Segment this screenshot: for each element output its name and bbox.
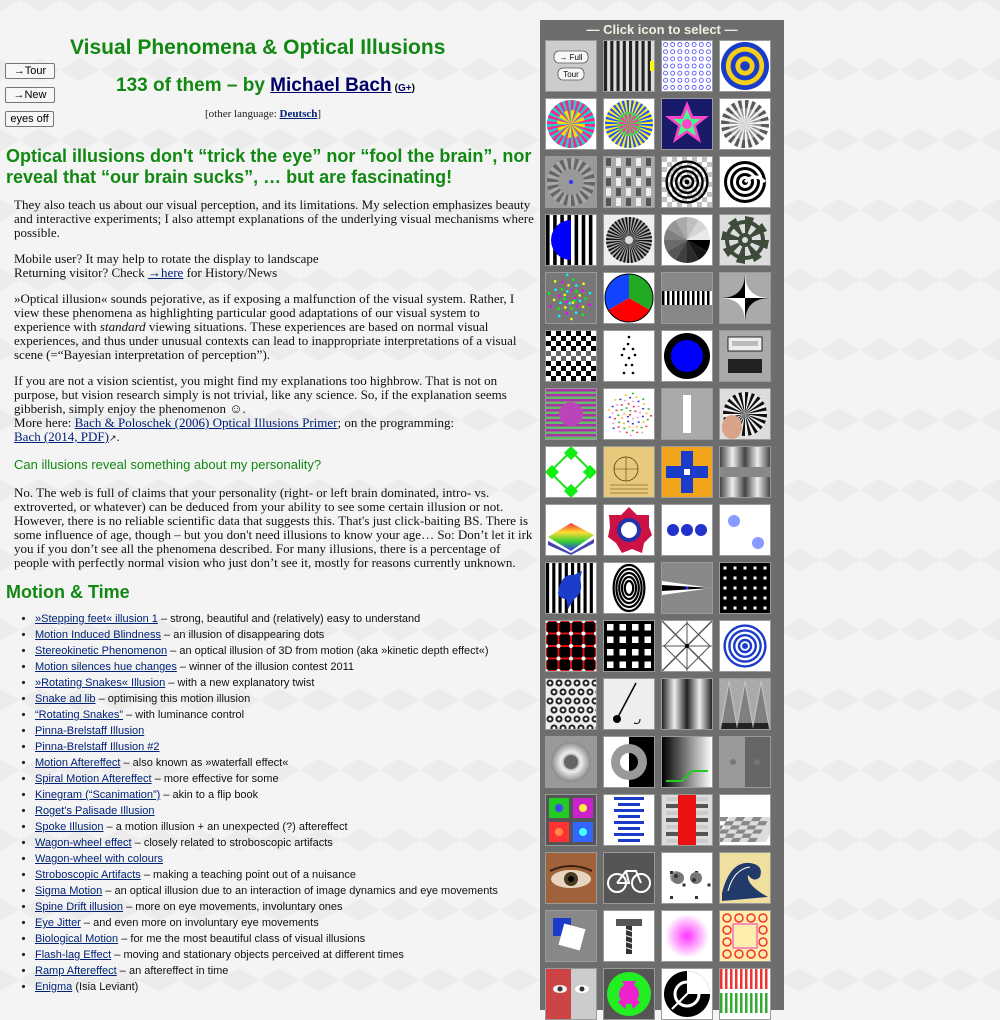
illusion-description: – closely related to stroboscopic artifacts [131, 837, 333, 849]
illusion-link[interactable]: Sigma Motion [35, 885, 103, 897]
personality-question: Can illusions reveal something about my personality? [14, 457, 322, 472]
magenta-circle-icon[interactable] [545, 388, 597, 440]
illusion-link[interactable]: Pinna-Brelstaff Illusion [35, 725, 145, 737]
gray-ring-icon[interactable] [545, 736, 597, 788]
page-title: Visual Phenomena & Optical Illusions [70, 36, 446, 59]
checker-plane-icon[interactable] [719, 794, 771, 846]
two-checker-dots-icon[interactable] [661, 852, 713, 904]
other-language [205, 108, 321, 120]
triangles-icon[interactable] [719, 678, 771, 730]
half-ring-icon[interactable] [603, 736, 655, 788]
illusion-link[interactable]: Motion silences hue changes [35, 661, 177, 673]
cylinder-icon[interactable] [661, 678, 713, 730]
illusion-description: – making a teaching point out of a nuisance [140, 869, 357, 881]
p4-text: If you are not a vision scientist, you might find my explanations too highbrow. That is not on purpose, but vision research simply is not trivial, like any science. So, if the explanation seems gibberish, simply enjoy the phenomenon ☺. [14, 373, 507, 416]
pendulum-icon[interactable] [603, 678, 655, 730]
list-item [35, 739, 538, 755]
blue-cross-icon[interactable] [661, 446, 713, 498]
illusion-description: – an aftereffect in time [116, 965, 229, 977]
illusion-link[interactable]: Snake ad lib [35, 693, 96, 705]
list-item [35, 947, 538, 963]
illusion-description: – strong, beautiful and (relatively) easy to understand [157, 613, 421, 625]
intro-paragraph-3 [14, 292, 538, 362]
list-item [35, 675, 538, 691]
list-item [35, 771, 538, 787]
illusion-link[interactable]: Wagon-wheel effect [35, 837, 132, 849]
list-item [35, 867, 538, 883]
illusion-link[interactable]: Wagon-wheel with colours [35, 853, 163, 865]
section-motion-heading: Motion & Time [6, 582, 130, 602]
illusion-link[interactable]: Spine Drift illusion [35, 901, 124, 913]
illusion-link[interactable]: Roget's Palisade Illusion [35, 805, 155, 817]
list-item [35, 787, 538, 803]
list-item [35, 611, 538, 627]
tour-button[interactable]: →Tour [5, 63, 55, 79]
illusion-link[interactable]: Spoke Illusion [35, 821, 104, 833]
two-gray-dots-icon[interactable] [719, 736, 771, 788]
illusion-link[interactable]: Pinna-Brelstaff Illusion #2 [35, 741, 160, 753]
dot-swirl-icon[interactable] [545, 272, 597, 324]
p3-emphasis: standard [99, 319, 146, 334]
mobile-note: Mobile user? It may help to rotate the display to landscape [14, 251, 319, 266]
hex-dots-icon[interactable] [545, 678, 597, 730]
personality-answer-block [14, 486, 538, 570]
gplus-link[interactable]: G+ [397, 83, 412, 94]
black-grid-icon[interactable] [719, 562, 771, 614]
full-tour-icon[interactable] [545, 40, 597, 92]
blue-semicircle-icon[interactable] [545, 214, 597, 266]
intro-text [14, 198, 538, 445]
full-label: → Full [559, 53, 583, 62]
primer-link[interactable]: Bach & Poloschek (2006) Optical Illusions Primer [74, 415, 338, 430]
list-item [35, 723, 538, 739]
stripe-bar-icon[interactable] [661, 272, 713, 324]
intro-paragraph-1: They also teach us about our visual perception, and its limitations. My selection emphasizes beauty and interactive experiments; I also attempt explanations of the underlying visual mechanisms where possible. [14, 197, 534, 240]
arcs-corner-icon[interactable] [719, 272, 771, 324]
subtitle-prefix: 133 of them – by [116, 75, 271, 96]
illusion-link[interactable]: Spiral Motion Aftereffect [35, 773, 152, 785]
history-link[interactable]: →here [147, 265, 184, 280]
gplus-badge [395, 83, 415, 94]
illusion-link[interactable]: Motion Aftereffect [35, 757, 121, 769]
tour-label: Tour [563, 70, 579, 79]
new-button[interactable]: →New [5, 87, 55, 103]
gray-fan-icon[interactable] [661, 214, 713, 266]
face-half-icon[interactable] [545, 968, 597, 1020]
illusion-description: – moving and stationary objects perceived at different times [111, 949, 404, 961]
illusion-description: – akin to a flip book [160, 789, 259, 801]
illusion-description: – an illusion of disappearing dots [160, 629, 325, 641]
list-item [35, 627, 538, 643]
icon-panel [540, 20, 784, 1010]
more-prefix: More here: [14, 415, 75, 430]
list-item [35, 835, 538, 851]
illusion-link[interactable]: »Rotating Snakes« Illusion [35, 677, 166, 689]
red-bars-icon[interactable] [661, 794, 713, 846]
other-language-suffix: ] [317, 108, 322, 120]
list-item [35, 851, 538, 867]
ramp-icon[interactable] [661, 736, 713, 788]
motion-illusion-list [6, 611, 538, 995]
list-item [35, 691, 538, 707]
bird-stripes-icon[interactable] [545, 562, 597, 614]
illusion-link[interactable]: Ramp Aftereffect [35, 965, 117, 977]
pie-rgb-icon[interactable] [603, 272, 655, 324]
wave-print-icon[interactable] [719, 852, 771, 904]
illusion-link[interactable]: Stereokinetic Phenomenon [35, 645, 168, 657]
blue-lines-icon[interactable] [603, 794, 655, 846]
illusion-description: – winner of the illusion contest 2011 [176, 661, 355, 673]
returning-suffix: for History/News [183, 265, 278, 280]
diagonal-grid-icon[interactable] [661, 620, 713, 672]
illusion-link[interactable]: Motion Induced Blindness [35, 629, 161, 641]
illusion-description: – an optical illusion of 3D from motion (aka »kinetic depth effect«) [167, 645, 489, 657]
list-item [35, 899, 538, 915]
personality-answer: No. The web is full of claims that your personality (right- or left brain dominated, intro- vs. extroverted, or whatever) can be deduced from your ability to see some certain illusion or not. However, there is no reliable scientific data that suggests this. That's just click-baiting BS. There is some influence of age, though – but you don't need illusions to know your age… So: Don’t let it irk you if you don’t see all the phenomena described. For many illusions, there is a percentage of people with perfectly normal vision who just don’t see it, mostly for reasons currently unknown. [14, 485, 533, 570]
illusion-link[interactable]: Eye Jitter [35, 917, 81, 929]
zigzag-icon[interactable] [661, 562, 713, 614]
illusion-description: – also known as »waterfall effect« [120, 757, 289, 769]
illusion-description: (Isia Leviant) [72, 981, 139, 993]
list-item [35, 803, 538, 819]
two-dots-icon[interactable] [719, 504, 771, 556]
list-item [35, 819, 538, 835]
list-item [35, 883, 538, 899]
programming-pdf-link[interactable]: Bach (2014, PDF) [14, 429, 109, 444]
illusion-link[interactable]: »Stepping feet« illusion 1 [35, 613, 158, 625]
list-item [35, 707, 538, 723]
confetti-icon[interactable] [603, 388, 655, 440]
list-item [35, 659, 538, 675]
other-language-prefix: [other language: [205, 108, 280, 120]
biomotion-dots-icon[interactable] [603, 330, 655, 382]
p3-part-a: »Optical illusion« sounds pejorative, as if exposing a malfunction of the visual system. Rather, I view these phenomena as highlighting particular good adaptations of our visual system to experience with [14, 291, 515, 334]
deutsch-link[interactable]: Deutsch [279, 108, 318, 120]
gplus-close: ) [411, 83, 415, 94]
intro-headline: Optical illusions don't “trick the eye” nor “fool the brain”, nor reveal that “our brain sucks”, … but are fascinating! [6, 146, 532, 187]
illusion-link[interactable]: Kinegram (“Scanimation”) [35, 789, 161, 801]
illusion-description: – more effective for some [151, 773, 279, 785]
illusion-description: – an optical illusion due to an interaction of image dynamics and eye movements [102, 885, 498, 897]
list-item [35, 979, 538, 995]
illusion-link[interactable]: “Rotating Snakes” [35, 709, 124, 721]
green-diamond-icon[interactable] [545, 446, 597, 498]
intro-paragraph-4 [14, 374, 538, 445]
palisade-icon[interactable] [603, 156, 655, 208]
concentric-rings-icon[interactable] [661, 156, 713, 208]
black-circle-icon[interactable] [661, 968, 713, 1020]
eyes-off-button[interactable]: eyes off [5, 111, 54, 127]
list-item [35, 963, 538, 979]
illusion-description: – more on eye movements, involuntary ones [123, 901, 343, 913]
pink-frame-icon[interactable] [719, 910, 771, 962]
dark-spoke-icon[interactable] [603, 214, 655, 266]
side-buttons [5, 63, 55, 135]
gray-blocks-icon[interactable] [719, 330, 771, 382]
biohazard-icon[interactable] [603, 968, 655, 1020]
spiral-icon[interactable] [719, 156, 771, 208]
list-item [35, 643, 538, 659]
illusion-link[interactable]: Stroboscopic Artifacts [35, 869, 141, 881]
ship-wheel-icon[interactable] [719, 214, 771, 266]
color-squares-icon[interactable] [545, 794, 597, 846]
author-link[interactable]: Michael Bach [270, 75, 392, 96]
illusion-description: – with a new explanatory twist [165, 677, 315, 689]
page-subtitle [116, 75, 415, 97]
illusion-description: – with luminance control [123, 709, 245, 721]
illusion-link[interactable]: Biological Motion [35, 933, 119, 945]
more-mid: ; on the programming: [337, 415, 455, 430]
red-star-icon[interactable] [603, 504, 655, 556]
white-bar-icon[interactable] [661, 388, 713, 440]
star-pattern-icon[interactable] [661, 98, 713, 150]
vertical-stripes-icon[interactable] [603, 40, 655, 92]
blue-circles-icon[interactable] [719, 620, 771, 672]
external-link-icon: ↗ [108, 433, 117, 443]
color-wheel-icon[interactable] [603, 98, 655, 150]
dot-grid-icon[interactable] [661, 40, 713, 92]
illusion-link[interactable]: Flash-lag Effect [35, 949, 112, 961]
blue-ring-icon[interactable] [661, 330, 713, 382]
more-suffix: . [116, 429, 120, 444]
manuscript-icon[interactable] [603, 446, 655, 498]
intro-paragraph-2 [14, 252, 538, 280]
illusion-description: – and even more on involuntary eye movements [80, 917, 319, 929]
red-grid-icon[interactable] [545, 620, 597, 672]
color-stripes-icon[interactable] [719, 968, 771, 1020]
illusion-description: – optimising this motion illusion [95, 693, 251, 705]
color-rays-icon[interactable] [545, 98, 597, 150]
checker-radial-icon[interactable] [719, 98, 771, 150]
illusion-link[interactable]: Enigma [35, 981, 73, 993]
gray-wheel-icon[interactable] [545, 156, 597, 208]
hand-fan-icon[interactable] [719, 388, 771, 440]
main-content [6, 146, 538, 995]
list-item [35, 931, 538, 947]
checker-wave-icon[interactable] [545, 330, 597, 382]
panel-title: — Click icon to select — [586, 22, 738, 37]
illusion-description: – a motion illusion + an unexpected (?) aftereffect [103, 821, 348, 833]
tilted-square-icon[interactable] [545, 910, 597, 962]
drill-icon[interactable] [603, 910, 655, 962]
pink-glow-icon[interactable] [661, 910, 713, 962]
returning-prefix: Returning visitor? Check [14, 265, 148, 280]
eye-photo-icon[interactable] [545, 852, 597, 904]
illusion-description: – for me the most beautiful class of visual illusions [118, 933, 366, 945]
gray-gradient-icon[interactable] [719, 446, 771, 498]
list-item [35, 915, 538, 931]
yellow-spiral-icon[interactable] [719, 40, 771, 92]
oval-loops-icon[interactable] [603, 562, 655, 614]
blue-dots-icon[interactable] [661, 504, 713, 556]
p3-part-b: viewing situations. These experiences are based on normal visual experiences, and thus under unusual contexts can lead to inappropriate interpretations of a visual scene (=“Bayesian interpretation of perception”). [14, 319, 517, 362]
3d-surface-icon[interactable] [545, 504, 597, 556]
red-dots-grid-icon[interactable] [603, 620, 655, 672]
bicycle-icon[interactable] [603, 852, 655, 904]
gplus-open: ( [394, 83, 398, 94]
list-item [35, 755, 538, 771]
